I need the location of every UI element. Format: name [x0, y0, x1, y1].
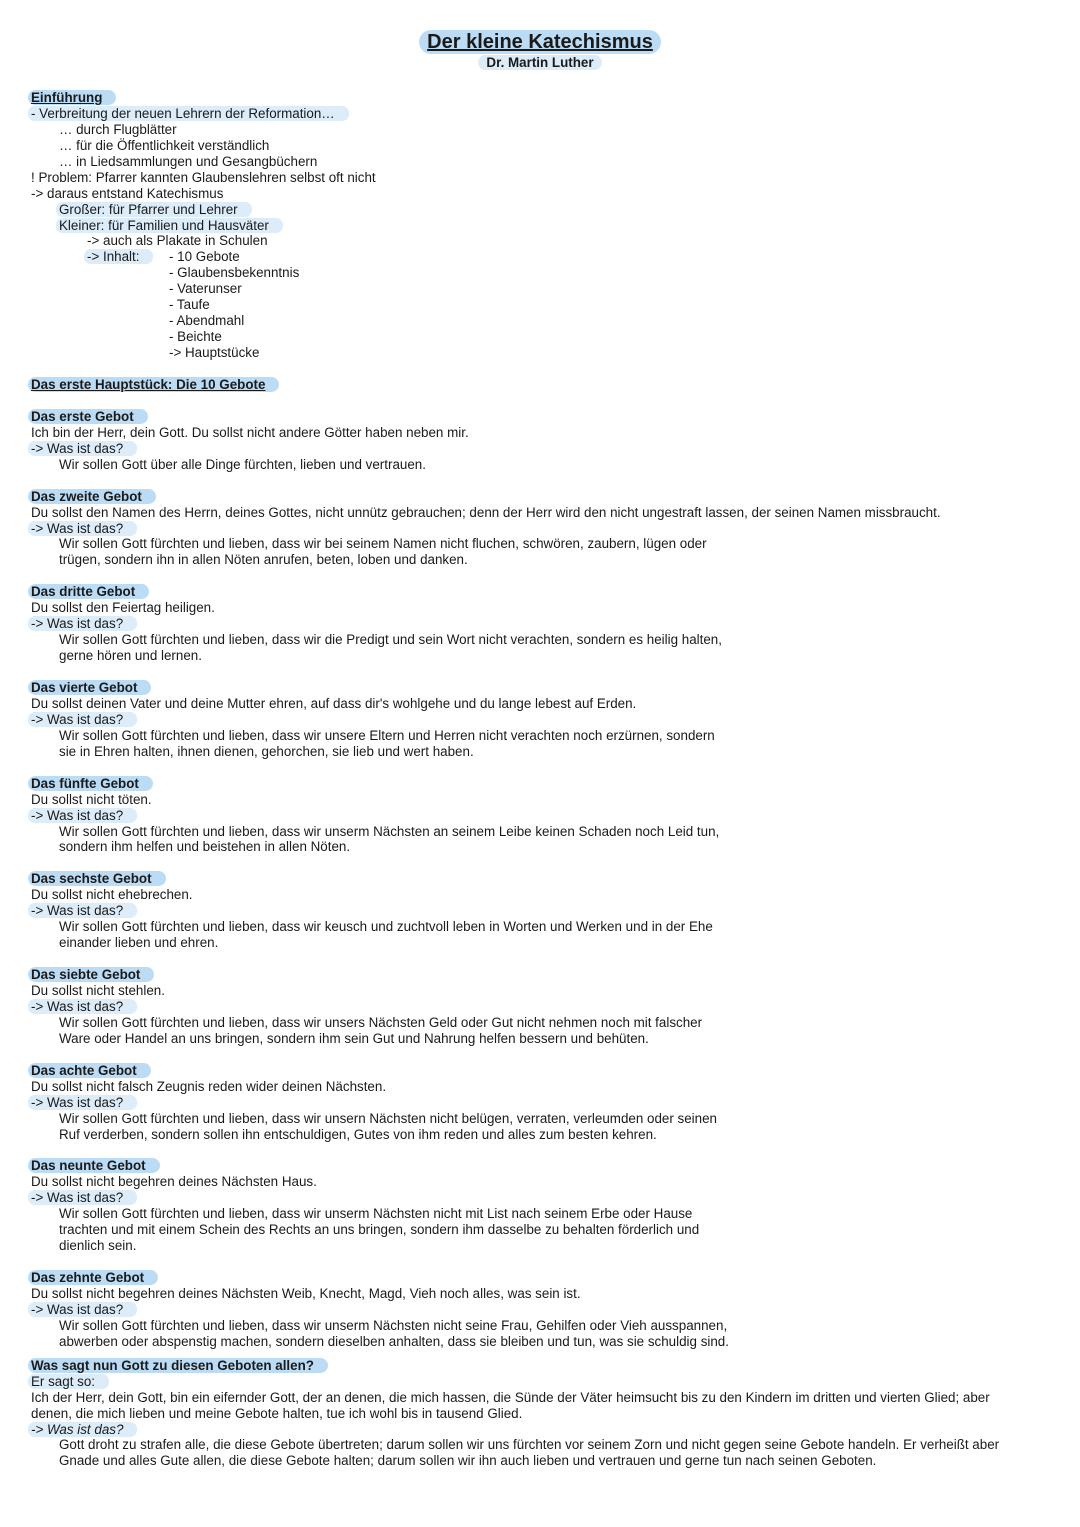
commandment-text: Du sollst nicht begehren deines Nächsten Haus.: [31, 1174, 317, 1190]
commandment-text: Du sollst nicht töten.: [31, 791, 152, 807]
commandment-answer: Wir sollen Gott fürchten und lieben, dass wir unsern Nächsten nicht belügen, verraten, verleumden oder seinen: [59, 1110, 717, 1126]
inhalt-item: - Vaterunser: [169, 281, 242, 297]
commandment-answer: gerne hören und lernen.: [59, 648, 202, 664]
inhalt-item: - Taufe: [169, 297, 210, 313]
closing-intro: Er sagt so:: [28, 1374, 109, 1389]
intro-bullet: - Verbreitung der neuen Lehrern der Reformation…: [28, 106, 349, 121]
commandment-block: [31, 680, 1051, 760]
commandment-title: Das neunte Gebot: [28, 1158, 160, 1173]
commandment-text: Du sollst nicht ehebrechen.: [31, 887, 193, 903]
commandment-title: Das fünfte Gebot: [28, 776, 153, 791]
commandment-block: [31, 409, 1051, 473]
intro-inhalt: [31, 249, 1051, 361]
commandment-text: Du sollst den Feiertag heiligen.: [31, 600, 215, 616]
question-label: -> Was ist das?: [28, 616, 137, 631]
commandment-answer: Wir sollen Gott fürchten und lieben, dass wir unserm Nächsten nicht mit List nach seinem Erbe oder Hause: [59, 1206, 693, 1222]
commandment-text: Du sollst nicht stehlen.: [31, 983, 165, 998]
closing-title: Was sagt nun Gott zu diesen Geboten allen?: [28, 1358, 328, 1373]
commandment-title: Das achte Gebot: [28, 1063, 151, 1078]
commandment-title: Das dritte Gebot: [28, 584, 149, 599]
commandment-answer: sie in Ehren halten, ihnen dienen, gehorchen, sie lieb und wert haben.: [59, 743, 474, 759]
commandment-block: [31, 489, 1051, 569]
inhalt-item: - Glaubensbekenntnis: [169, 265, 300, 281]
inhalt-item: - 10 Gebote: [169, 249, 240, 265]
intro-plakate: -> auch als Plakate in Schulen: [87, 233, 268, 249]
commandment-answer: Wir sollen Gott fürchten und lieben, dass wir keusch und zuchtvoll leben in Worten und Werken und in der Ehe: [59, 919, 713, 935]
intro-problem: ! Problem: Pfarrer kannten Glaubenslehren selbst oft nicht: [31, 169, 376, 185]
intro-klein: Kleiner: für Familien und Hausväter: [56, 218, 283, 233]
document-author: Dr. Martin Luther: [478, 55, 601, 70]
title-block: [0, 30, 1080, 70]
commandment-text: Du sollst nicht begehren deines Nächsten Weib, Knecht, Magd, Vieh noch alles, was sein ist.: [31, 1286, 581, 1301]
intro-heading: Einführung: [28, 90, 116, 105]
commandment-answer: Ruf verderben, sondern sollen ihn entschuldigen, Gutes von ihm reden und alles zum besten kehren.: [59, 1126, 657, 1142]
commandment-title: Das zehnte Gebot: [28, 1270, 158, 1285]
commandment-block: [31, 1063, 1051, 1143]
commandment-answer: Ware oder Handel an uns bringen, sondern ihm sein Gut und Nahrung helfen bessern und behüten.: [59, 1030, 649, 1046]
commandment-answer: trachten und mit einem Schein des Rechts an uns bringen, sondern ihm dasselbe zu behalten förderlich und: [59, 1222, 700, 1238]
commandment-text: Du sollst nicht falsch Zeugnis reden wider deinen Nächsten.: [31, 1078, 387, 1094]
commandment-answer: trügen, sondern ihn in allen Nöten anrufen, beten, loben und danken.: [59, 552, 468, 568]
commandment-answer: sondern ihm helfen und beistehen in allen Nöten.: [59, 839, 351, 855]
commandment-title: Das erste Gebot: [28, 409, 148, 424]
commandment-block: [31, 584, 1051, 664]
commandment-answer: Wir sollen Gott fürchten und lieben, dass wir unsers Nächsten Geld oder Gut nicht nehmen noch mit falscher: [59, 1014, 703, 1030]
commandment-block: [31, 871, 1051, 951]
commandment-answer: Wir sollen Gott fürchten und lieben, dass wir die Predigt und sein Wort nicht verachten, sondern es heilig halten,: [59, 632, 722, 648]
document-page: [31, 30, 1051, 1469]
commandment-block: [31, 1158, 1051, 1254]
commandment-title: Das zweite Gebot: [28, 489, 156, 504]
commandment-answer: Wir sollen Gott fürchten und lieben, dass wir unserm Nächsten an seinem Leibe keinen Schaden noch Leid tun,: [59, 823, 720, 839]
closing-quote: Ich der Herr, dein Gott, bin ein eifernder Gott, der an denen, die mich hassen, die Sünde der Väter heimsucht bis zu den Kindern im dritten und vierten Glied; aber: [31, 1389, 990, 1405]
closing-answer: Gott droht zu strafen alle, die diese Gebote übertreten; darum sollen wir uns fürchten vor seinem Zorn und nicht gegen seine Gebote handeln. Er verheißt aber: [59, 1437, 1000, 1453]
question-label: -> Was ist das?: [28, 521, 137, 536]
commandment-title: Das vierte Gebot: [28, 680, 151, 695]
question-label: -> Was ist das?: [28, 1095, 137, 1110]
commandment-title: Das sechste Gebot: [28, 871, 166, 886]
question-label: -> Was ist das?: [28, 441, 137, 456]
question-label: -> Was ist das?: [28, 1302, 137, 1317]
intro-result: -> daraus entstand Katechismus: [31, 185, 224, 201]
commandment-answer: Wir sollen Gott fürchten und lieben, dass wir unsere Eltern und Herren nicht verachten noch erzürnen, sondern: [59, 727, 715, 743]
commandment-answer: abwerben oder abspenstig machen, sondern dieselben anhalten, dass sie bleiben und tun, was sie schuldig sind.: [59, 1333, 729, 1349]
document-title: Der kleine Katechismus: [419, 30, 661, 54]
commandment-answer: einander lieben und ehren.: [59, 935, 219, 951]
intro-inhalt-label: -> Inhalt:: [84, 249, 153, 264]
closing-quote: denen, die mich lieben und meine Gebote halten, tue ich wohl bis in tausend Glied.: [31, 1405, 523, 1421]
question-label: -> Was ist das?: [28, 903, 137, 918]
intro-sub-item: … für die Öffentlichkeit verständlich: [59, 137, 270, 153]
closing-question: -> Was ist das?: [28, 1422, 137, 1437]
commandment-answer: dienlich sein.: [59, 1238, 137, 1254]
intro-gross: Großer: für Pfarrer und Lehrer: [56, 202, 252, 217]
closing-answer: Gnade und alles Gute allen, die diese Gebote halten; darum sollen wir ihn auch lieben und vertrauen und gerne tun nach seinen Geboten.: [59, 1453, 877, 1469]
closing-section: [31, 1358, 1051, 1470]
commandment-text: Du sollst deinen Vater und deine Mutter ehren, auf dass dir's wohlgehe und du lange lebest auf Erden.: [31, 695, 637, 711]
inhalt-item: - Beichte: [169, 329, 222, 345]
question-label: -> Was ist das?: [28, 808, 137, 823]
commandment-text: Ich bin der Herr, dein Gott. Du sollst nicht andere Götter haben neben mir.: [31, 424, 469, 440]
commandment-answer: Wir sollen Gott über alle Dinge fürchten, lieben und vertrauen.: [59, 456, 426, 472]
commandment-text: Du sollst den Namen des Herrn, deines Gottes, nicht unnütz gebrauchen; denn der Herr wird den nicht ungestraft lassen, der seinen Namen missbraucht.: [31, 504, 941, 520]
inhalt-item: - Abendmahl: [169, 313, 245, 329]
intro-sub-item: … in Liedsammlungen und Gesangbüchern: [59, 153, 318, 169]
intro-section: [31, 90, 1051, 361]
commandment-answer: Wir sollen Gott fürchten und lieben, dass wir unserm Nächsten nicht seine Frau, Gehilfen oder Vieh ausspannen,: [59, 1317, 728, 1333]
section-heading: Das erste Hauptstück: Die 10 Gebote: [28, 377, 279, 392]
inhalt-item: -> Hauptstücke: [169, 345, 260, 360]
question-label: -> Was ist das?: [28, 1190, 137, 1205]
commandment-block: [31, 1270, 1051, 1350]
question-label: -> Was ist das?: [28, 999, 137, 1014]
intro-sub-item: … durch Flugblätter: [59, 121, 177, 137]
commandment-block: [31, 967, 1051, 1047]
commandment-title: Das siebte Gebot: [28, 967, 154, 982]
commandment-answer: Wir sollen Gott fürchten und lieben, dass wir bei seinem Namen nicht fluchen, schwören, zaubern, lügen oder: [59, 536, 707, 552]
commandment-block: [31, 776, 1051, 856]
question-label: -> Was ist das?: [28, 712, 137, 727]
